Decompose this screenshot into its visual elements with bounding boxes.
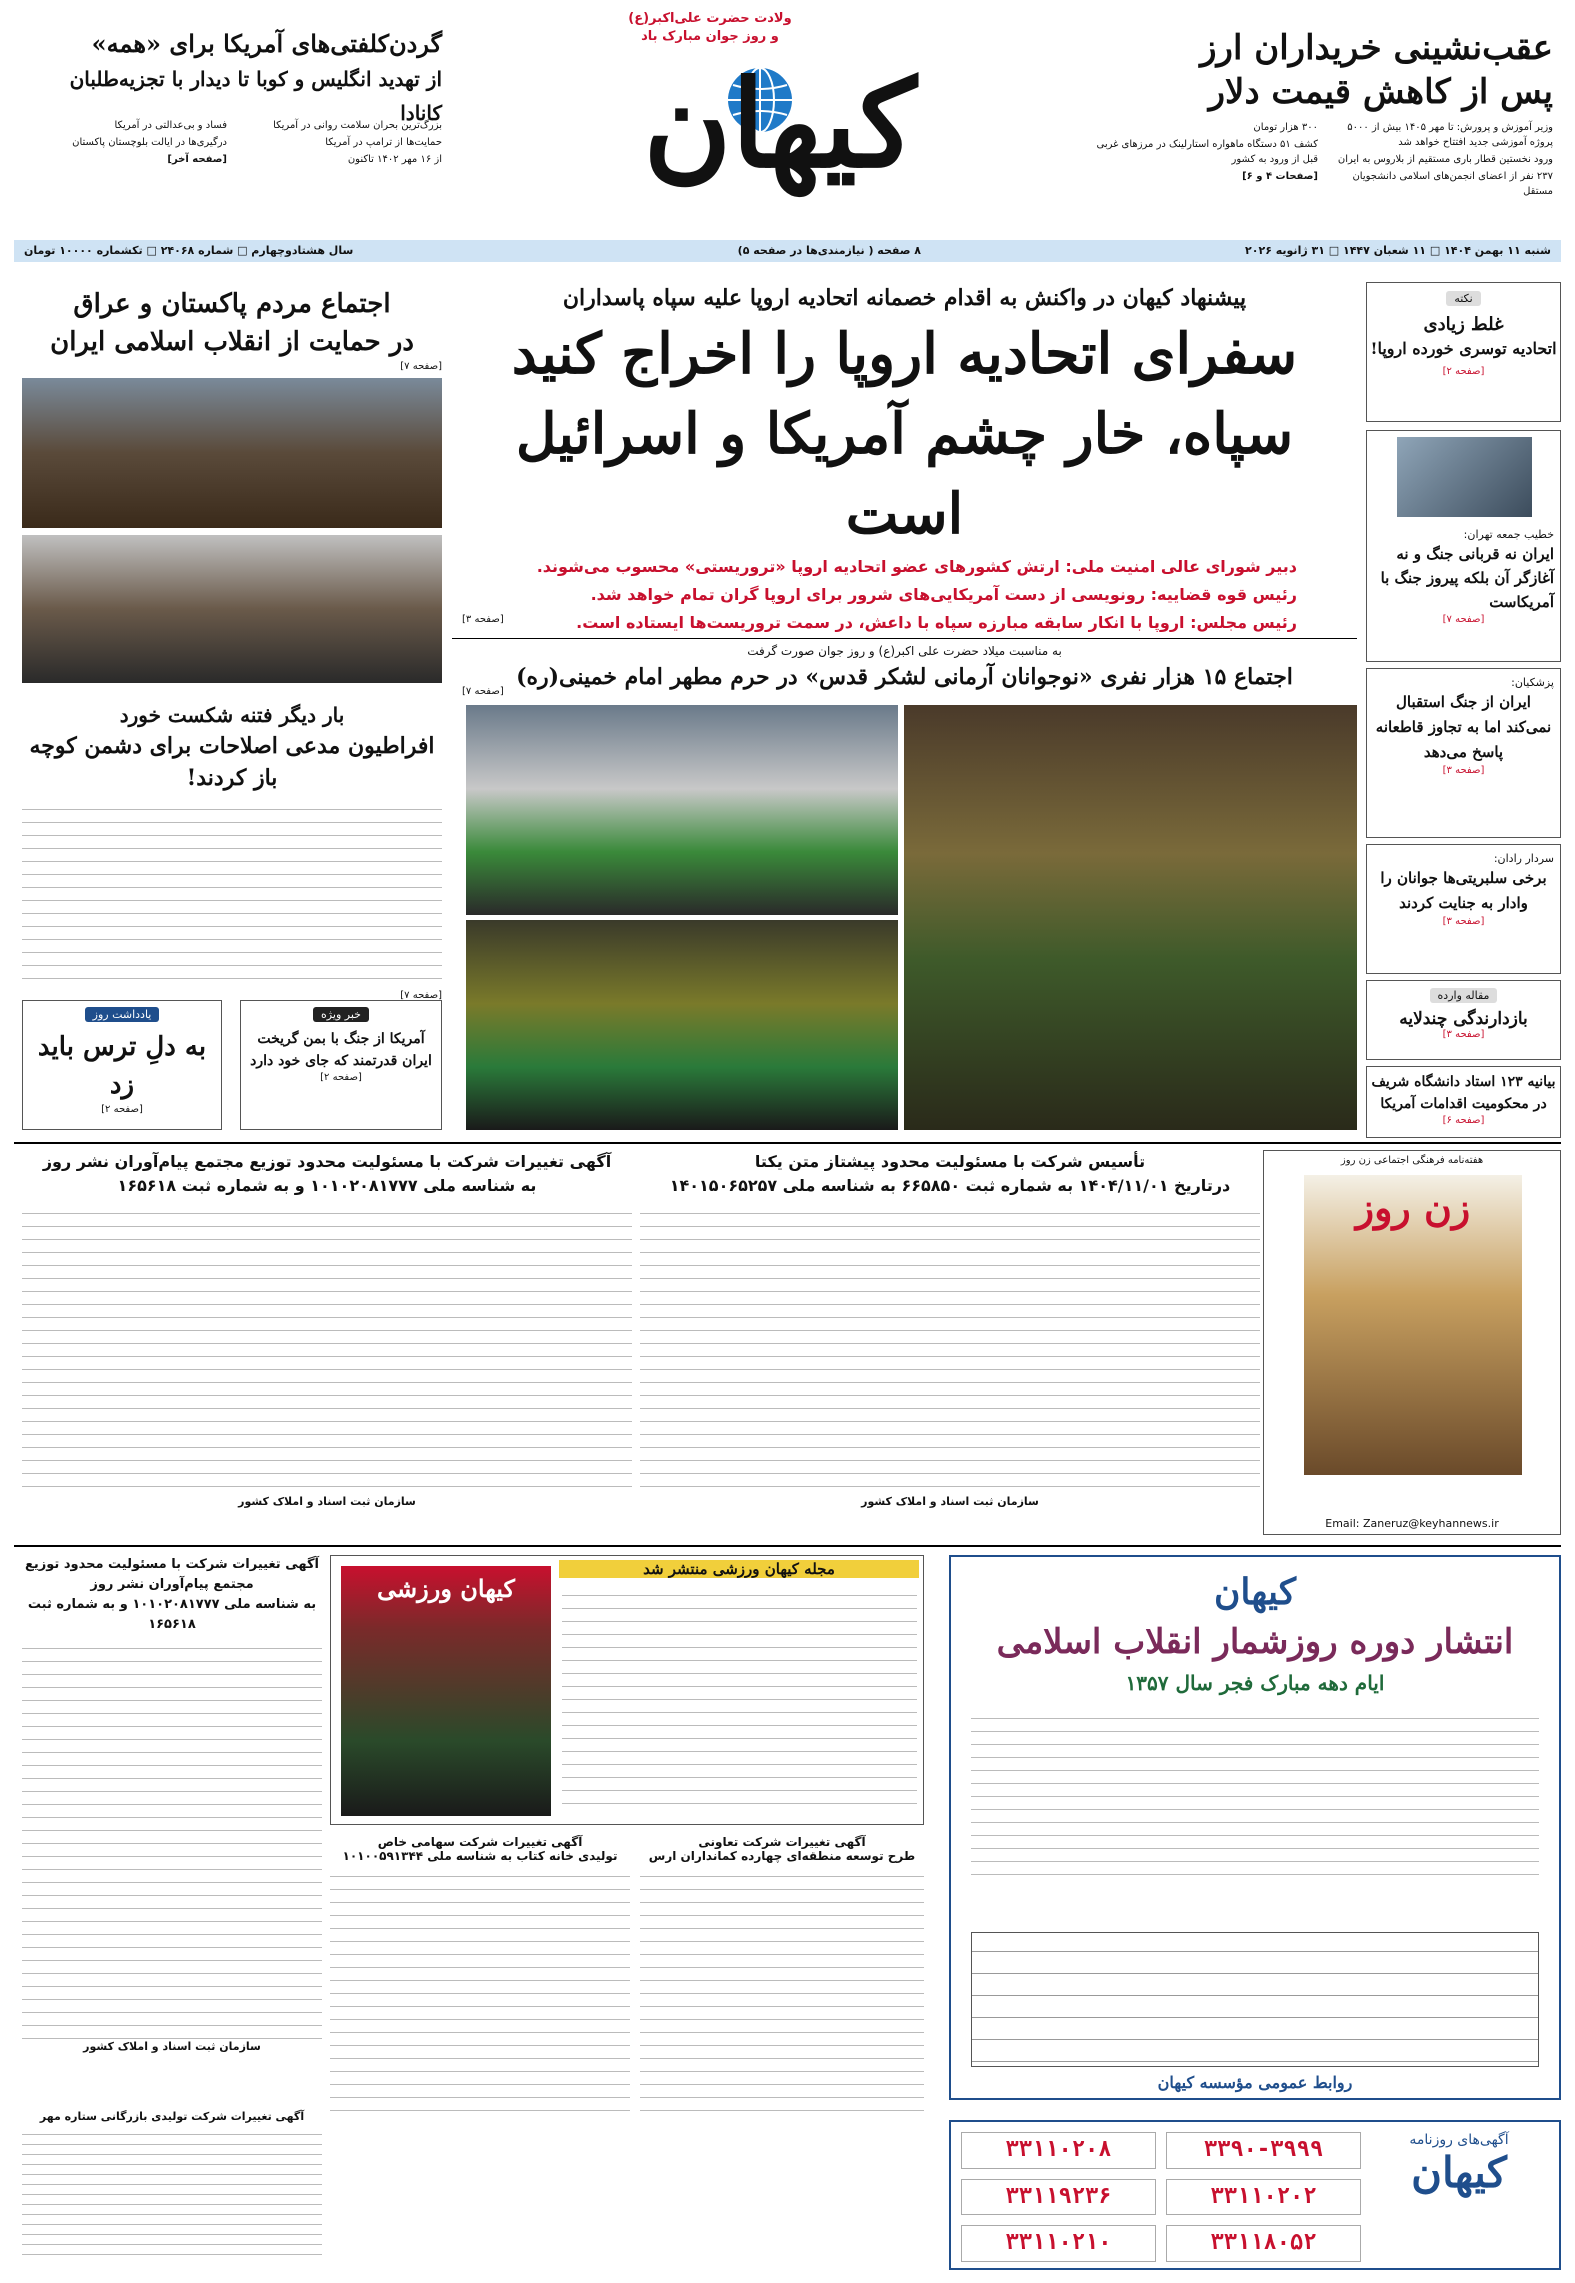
bullet-item: رئیس مجلس: اروپا با انکار سابقه مبارزه سپاه با داعش، در سمت تروریست‌ها ایستاده است. xyxy=(576,613,1297,632)
dateline-left: سال هشتادوچهارم □ شماره ۲۴۰۶۸ □ تکشماره ۱۰۰۰۰ تومان xyxy=(24,244,354,257)
ad-payamavaran-2 xyxy=(22,1555,322,2100)
shrine-photo xyxy=(904,705,1357,1130)
rally-line: در حمایت از انقلاب اسلامی ایران xyxy=(50,327,414,357)
second-headline: اجتماع ۱۵ هزار نفری «نوجوانان آرمانی لشکر قدس» در حرم مطهر امام خمینی(ره) xyxy=(516,664,1293,690)
crowd-photo-top xyxy=(466,705,898,915)
divider xyxy=(452,638,1357,639)
pezeshkian-ref: [صفحه ۳] xyxy=(1442,765,1485,776)
divider xyxy=(14,1142,1561,1144)
bullet-item: بزرگ‌ترین بحران سلامت روانی در آمریکا xyxy=(273,120,442,131)
ad3-title: آگهی تغییرات شرکت با مسئولیت محدود توزیع مجتمع پیام‌آوران نشر روز xyxy=(25,1557,319,1592)
nokteh-title: غلط زیادی xyxy=(1423,314,1504,335)
main-kicker: پیشنهاد کیهان در واکنش به اقدام خصمانه اتحادیه اروپا علیه سپاه پاسداران xyxy=(562,285,1247,311)
ads-logo-small: آگهی‌های روزنامه xyxy=(1409,2132,1509,2148)
ad3-sub: به شناسه ملی ۱۰۱۰۲۰۸۱۷۷۷ و به شماره ثبت ۱۶۵۶۱۸ xyxy=(27,1597,317,1632)
ad6-body xyxy=(22,2127,322,2257)
box-yaddasht[interactable] xyxy=(22,1000,222,1130)
keyhan-ad-form-title: روابط عمومی مؤسسه کیهان xyxy=(1157,2073,1353,2092)
khatib-photo xyxy=(1397,437,1532,517)
ad-sahami xyxy=(330,1835,630,2135)
top-right-headline xyxy=(1093,26,1553,114)
khabar-ref: [صفحه ۲] xyxy=(320,1072,362,1083)
second-kicker: به مناسبت میلاد حضرت علی اکبر(ع) و روز جوان صورت گرفت xyxy=(747,644,1062,658)
bullet-item: ۳۰۰ هزار تومان xyxy=(1253,122,1318,133)
magazine-footer: Email: Zaneruz@keyhannews.ir xyxy=(1325,1517,1499,1530)
sport-magazine-name: کیهان ورزشی xyxy=(377,1574,515,1603)
pezeshkian-label: پزشکیان: xyxy=(1511,676,1554,689)
divider xyxy=(14,1545,1561,1547)
phone-number[interactable]: ۳۳۹۰-۳۹۹۹ xyxy=(1166,2132,1361,2169)
bullet-item: از ۱۶ مهر ۱۴۰۲ تاکنون xyxy=(347,154,442,165)
ad6-title: آگهی تغییرات شرکت تولیدی بازرگانی ستاره مهر xyxy=(39,2110,305,2123)
sidebar-khatib[interactable] xyxy=(1366,430,1561,662)
sidebar-pezeshkian[interactable] xyxy=(1366,668,1561,838)
ads-logo-big: کیهان xyxy=(1411,2148,1507,2197)
rally-headline xyxy=(22,285,442,372)
bullet-item: ورود نخستین قطار باری مستقیم از بلاروس به ایران xyxy=(1337,154,1553,165)
dateline-right: شنبه ۱۱ بهمن ۱۴۰۴ □ ۱۱ شعبان ۱۴۴۷ □ ۳۱ ژانویه ۲۰۲۶ xyxy=(1245,244,1551,257)
birthday-note xyxy=(560,10,860,46)
bullet-item: کشف ۵۱ دستگاه ماهواره استارلینک در مرزهای غربی قبل از ورود به کشور xyxy=(1096,139,1318,165)
bullet-item: حمایت‌ها از ترامپ در آمریکا xyxy=(325,137,442,148)
ad3-footer: سازمان ثبت اسناد و املاک کشور xyxy=(83,2040,261,2053)
bullet-item: درگیری‌ها در ایالت بلوچستان پاکستان xyxy=(72,137,227,148)
nokteh-text: اتحادیه توسری خورده اروپا! xyxy=(1370,339,1557,358)
sport-body xyxy=(562,1586,917,1816)
bayanieh-text: بیانیه ۱۲۳ استاد دانشگاه شریف در محکومیت اقدامات آمریکا xyxy=(1371,1074,1556,1112)
keyhan-ad-sub: ایام دهه مبارک فجر سال ۱۳۵۷ xyxy=(1125,1671,1385,1695)
sidebar-radan[interactable] xyxy=(1366,844,1561,974)
logo-block xyxy=(560,10,1000,210)
sidebar-maghaleh[interactable] xyxy=(1366,980,1561,1060)
ad1-body xyxy=(22,1204,632,1494)
dateline-center: ۸ صفحه ( نیازمندی‌ها در صفحه ۵) xyxy=(737,244,921,257)
top-left-headline xyxy=(22,26,442,130)
ref-label: [صفحه آخر] xyxy=(167,154,227,165)
top-right-bullets xyxy=(1093,120,1553,199)
yaddasht-text: به دلِ ترس باید زد xyxy=(37,1032,207,1100)
ads-phones-box[interactable] xyxy=(949,2120,1561,2270)
ads-logo xyxy=(1369,2132,1549,2262)
main-story xyxy=(452,282,1357,632)
ad-taavoni xyxy=(640,1835,924,2135)
birthday-line: و روز جوان مبارک باد xyxy=(641,29,779,44)
magazine-name: زن روز xyxy=(1355,1185,1471,1230)
left-headline: افراطیون مدعی اصلاحات برای دشمن کوچه باز کردند! xyxy=(29,733,435,791)
main-bullets xyxy=(452,554,1297,636)
ad5-body xyxy=(330,1867,630,2122)
main-ref: [صفحه ۳] xyxy=(462,614,504,625)
bullet-item: رئیس قوه قضاییه: رونویسی از دست آمریکایی‌های شرور برای اروپا گران تمام خواهد شد. xyxy=(590,585,1297,604)
khabar-text: آمریکا از جنگ با بمن گریخت ایران قدرتمند که جای خود دارد xyxy=(250,1031,432,1069)
main-headline-2: سپاه، خار چشم آمریکا و اسرائیل است xyxy=(515,401,1294,547)
ad4-body xyxy=(640,1867,924,2122)
second-story xyxy=(452,642,1357,702)
maghaleh-text: بازدارندگی چندلایه xyxy=(1399,1009,1528,1029)
keyhan-ad-body xyxy=(971,1709,1539,1879)
ad-peyshtaz xyxy=(640,1150,1260,1535)
left-body xyxy=(22,800,442,990)
ad-payamavaran xyxy=(22,1150,632,1535)
khabar-tag: خبر ویژه xyxy=(313,1007,369,1022)
magazine-cover xyxy=(1304,1175,1522,1475)
second-ref: [صفحه ۷] xyxy=(462,686,504,697)
top-left-bullets xyxy=(22,118,442,169)
ad4-title: آگهی تغییرات شرکت تعاونی xyxy=(698,1835,866,1849)
khatib-text: ایران نه قربانی جنگ و نه آغازگر آن بلکه پیروز جنگ با آمریکاست xyxy=(1380,545,1554,611)
yaddasht-tag: یادداشت روز xyxy=(85,1007,160,1022)
ad4-sub: طرح توسعه منطقه‌ای چهارده کمانداران ارس xyxy=(648,1849,916,1863)
radan-ref: [صفحه ۳] xyxy=(1442,916,1485,927)
bullet-item: وزیر آموزش و پرورش: تا مهر ۱۴۰۵ بیش از ۵۰۰۰ پروژه آموزشی جدید افتتاح خواهد شد xyxy=(1347,122,1553,148)
keyhan-ad-logo: کیهان xyxy=(1213,1571,1296,1613)
maghaleh-ref: [صفحه ۳] xyxy=(1442,1029,1485,1040)
magazine-header: هفته‌نامه فرهنگی اجتماعی زن روز xyxy=(1340,1155,1484,1166)
main-headline-1: سفرای اتحادیه اروپا را اخراج کنید xyxy=(511,321,1298,387)
keyhan-history-ad[interactable] xyxy=(949,1555,1561,2100)
birthday-line: ولادت حضرت علی‌اکبر(ع) xyxy=(628,11,792,26)
bayanieh-ref: [صفحه ۶] xyxy=(1442,1115,1485,1126)
maghaleh-tag: مقاله وارده xyxy=(1430,988,1498,1003)
sidebar-bayanieh[interactable] xyxy=(1366,1066,1561,1138)
box-khabar-vizheh[interactable] xyxy=(240,1000,442,1130)
left-ref: [صفحه ۷] xyxy=(400,990,442,1001)
ad1-sub: به شناسه ملی ۱۰۱۰۲۰۸۱۷۷۷ و به شماره ثبت ۱۶۵۶۱۸ xyxy=(117,1176,537,1195)
bullet-item: فساد و بی‌عدالتی در آمریکا xyxy=(114,120,227,131)
crowd-photo-bottom xyxy=(466,920,898,1130)
sport-title: مجله کیهان ورزشی منتشر شد xyxy=(559,1560,919,1578)
rally-ref: [صفحه ۷] xyxy=(400,361,442,372)
nokteh-tag: نکته xyxy=(1446,291,1480,306)
ad5-title: آگهی تغییرات شرکت سهامی خاص xyxy=(377,1835,583,1849)
dateline-bar xyxy=(14,240,1561,262)
ad2-title: تأسیس شرکت با مسئولیت محدود پیشتاز متن یکتا xyxy=(754,1152,1146,1171)
yaddasht-ref: [صفحه ۲] xyxy=(101,1104,143,1115)
phones-grid xyxy=(961,2132,1361,2262)
sport-magazine-ad[interactable] xyxy=(330,1555,924,1825)
bullet-item: دبیر شورای عالی امنیت ملی: ارتش کشورهای عضو اتحادیه اروپا «تروریستی» محسوب می‌شوند. xyxy=(536,557,1297,576)
ad1-footer: سازمان ثبت اسناد و املاک کشور xyxy=(238,1495,416,1508)
sport-cover xyxy=(341,1566,551,1816)
ad3-body xyxy=(22,1639,322,2039)
phone-number[interactable]: ۳۳۱۱۰۲۰۲ xyxy=(1166,2179,1361,2216)
radan-label: سردار رادان: xyxy=(1493,852,1554,865)
sidebar xyxy=(1366,282,1561,1132)
ad1-title: آگهی تغییرات شرکت با مسئولیت محدود توزیع مجتمع پیام‌آوران نشر روز xyxy=(42,1152,612,1171)
ad2-footer: سازمان ثبت اسناد و املاک کشور xyxy=(861,1495,1039,1508)
ad-setareh-mehr xyxy=(22,2110,322,2270)
headline-line: گردن‌کلفتی‌های آمریکا برای «همه» xyxy=(91,29,442,58)
ad5-sub: تولیدی خانه کتاب به شناسه ملی ۱۰۱۰۰۵۹۱۳۴۴ xyxy=(342,1849,618,1863)
ad2-body xyxy=(640,1204,1260,1494)
radan-text: برخی سلبریتی‌ها جوانان را وادار به جنایت کردند xyxy=(1380,869,1547,912)
bullet-item: ۲۳۷ نفر از اعضای انجمن‌های اسلامی دانشجویان مستقل xyxy=(1352,171,1553,197)
phone-number[interactable]: ۳۳۱۱۸۰۵۲ xyxy=(1166,2225,1361,2262)
keyhan-ad-title: انتشار دوره روزشمار انقلاب اسلامی xyxy=(996,1622,1514,1662)
ref-label: [صفحات ۴ و ۶] xyxy=(1242,171,1318,182)
pezeshkian-text: ایران از جنگ استقبال نمی‌کند اما به تجاوز قاطعانه پاسخ می‌دهد xyxy=(1375,693,1552,761)
ad-magazine-zanruz[interactable] xyxy=(1263,1150,1561,1535)
left-kicker: بار دیگر فتنه شکست خورد xyxy=(119,703,345,727)
phone-number[interactable]: ۳۳۱۱۰۲۰۸ xyxy=(961,2132,1156,2169)
khatib-label: خطیب جمعه تهران: xyxy=(1463,528,1554,541)
ad2-sub: درتاریخ ۱۴۰۴/۱۱/۰۱ به شماره ثبت ۶۶۵۸۵۰ به شناسه ملی ۱۴۰۱۵۰۶۵۲۵۷ xyxy=(669,1176,1231,1195)
headline-line: از تهدید انگلیس و کوبا تا دیدار با تجزیه‌طلبان کانادا xyxy=(69,67,442,125)
headline-line: عقب‌نشینی خریداران ارز xyxy=(1200,28,1553,68)
rally-line: اجتماع مردم پاکستان و عراق xyxy=(73,289,391,319)
masthead xyxy=(0,0,1575,240)
khatib-ref: [صفحه ۷] xyxy=(1442,614,1485,625)
rally-photo-bottom xyxy=(22,535,442,683)
sidebar-nokteh[interactable] xyxy=(1366,282,1561,422)
headline-line: پس از کاهش قیمت دلار xyxy=(1208,72,1553,112)
phone-number[interactable]: ۳۳۱۱۹۲۳۶ xyxy=(961,2179,1156,2216)
logo-text: کیهان xyxy=(643,54,917,195)
left-story xyxy=(22,700,442,1001)
order-form[interactable] xyxy=(971,1932,1539,2067)
nokteh-ref: [صفحه ۲] xyxy=(1442,366,1485,377)
rally-photo-top xyxy=(22,378,442,528)
phone-number[interactable]: ۳۳۱۱۰۲۱۰ xyxy=(961,2225,1156,2262)
